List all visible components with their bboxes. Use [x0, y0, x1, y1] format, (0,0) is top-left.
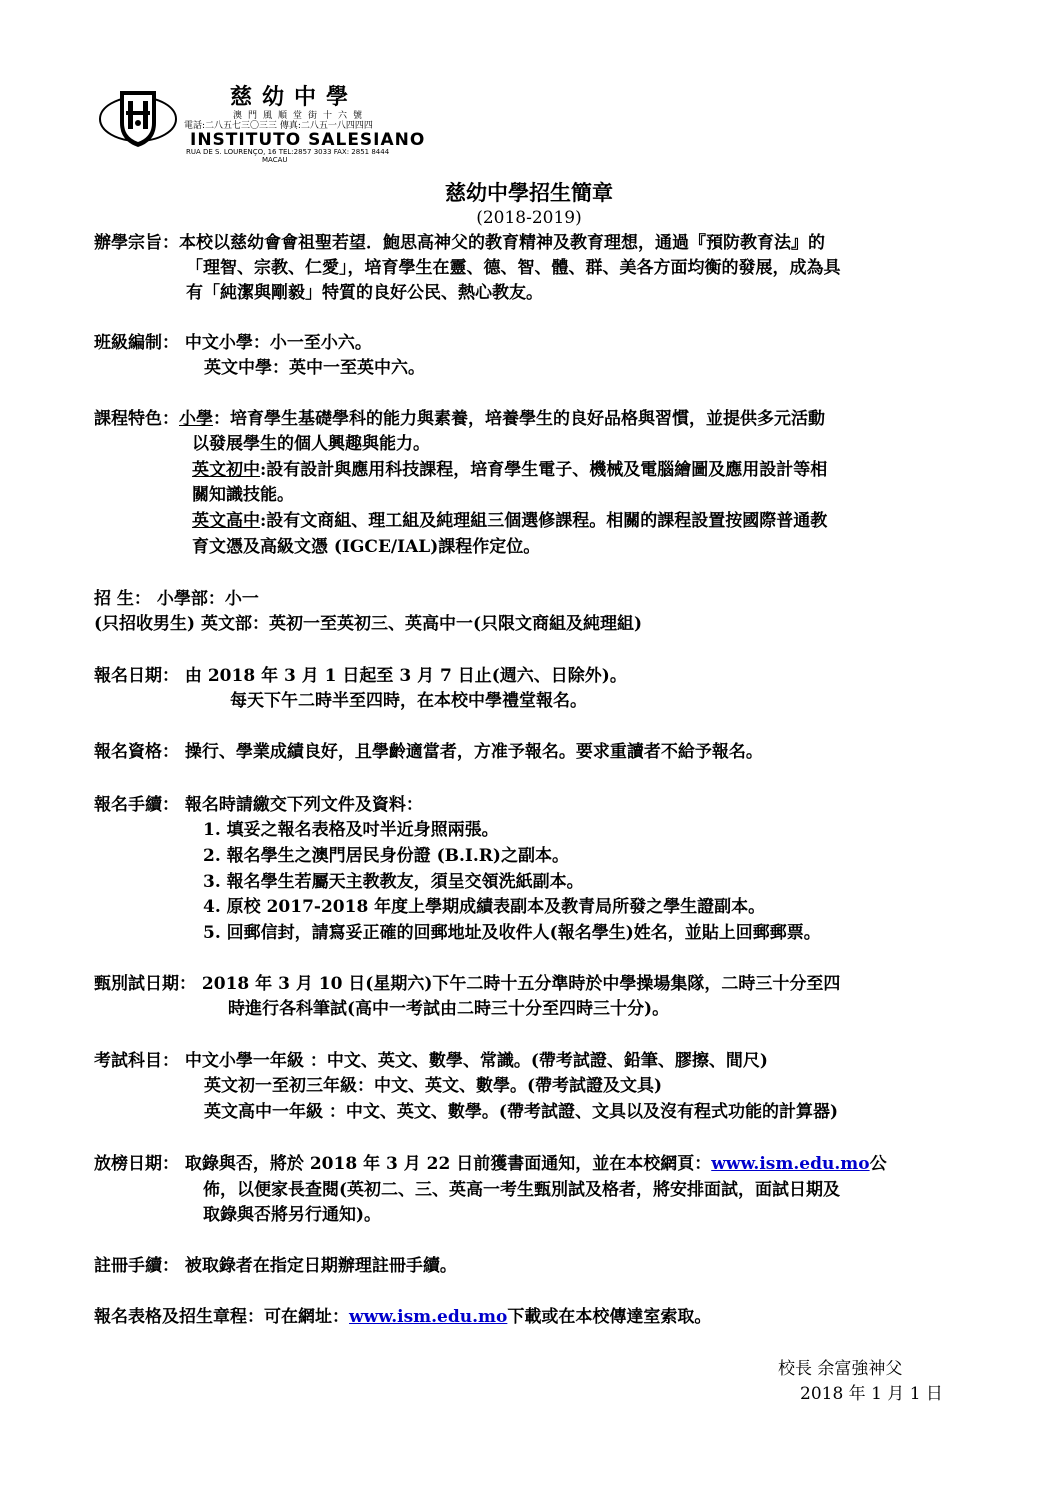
- curriculum-senior-label: 英文高中: [192, 511, 260, 531]
- curriculum-junior-text: :設有設計與應用科技課程，培育學生電子、機械及電腦繪圖及應用設計等相: [260, 460, 828, 480]
- school-name-cn: 慈幼中學: [230, 84, 359, 110]
- document-year: (2018-2019): [476, 208, 582, 228]
- admission-line-2: (只招收男生) 英文部：英初一至英初三、英高中一(只限文商組及純理組): [94, 614, 643, 634]
- classes-line-2: 英文中學：英中一至英中六。: [204, 358, 425, 378]
- results-text: 放榜日期： 取錄與否，將於 2018 年 3 月 22 日前獲書面通知，並在本校網頁：: [94, 1154, 712, 1174]
- mission-line-2: 「理智、宗教、仁愛」，培育學生在靈、德、智、體、群、美各方面均衡的發展，成為具: [186, 258, 841, 278]
- curriculum-senior-line-1: [192, 510, 827, 532]
- school-address-pt: RUA DE S. LOURENÇO, 16 TEL:2857 3033 FAX: 2851 8444: [186, 148, 390, 156]
- school-address-cn: 澳門風順堂街十六號: [233, 111, 369, 121]
- curriculum-junior-label: 英文初中: [192, 460, 260, 480]
- forms-text-end: 下載或在本校傳達室索取。: [507, 1307, 712, 1327]
- results-line-2: 佈，以便家長查閱(英初二、三、英高一考生甄別試及格者，將安排面試，面試日期及: [203, 1180, 841, 1200]
- principal-signature: 校長 余富強神父: [778, 1359, 903, 1379]
- eligibility-line: 報名資格： 操行、學業成績良好，且學齡適當者，方准予報名。要求重讀者不給予報名。: [94, 742, 763, 762]
- procedure-item-3: 3. 報名學生若屬天主教教友，須呈交領洗紙副本。: [203, 872, 584, 892]
- classes-line-1: 班級編制： 中文小學：小一至小六。: [94, 333, 372, 353]
- procedure-item-2: 2. 報名學生之澳門居民身份證 (B.I.R)之副本。: [203, 846, 569, 866]
- signature-date: 2018 年 1 月 1 日: [800, 1384, 943, 1404]
- procedure-item-5: 5. 回郵信封，請寫妥正確的回郵地址及收件人(報名學生)姓名，並貼上回郵郵票。: [203, 923, 821, 943]
- school-name-pt: INSTITUTO SALESIANO: [190, 130, 426, 150]
- forms-text: 報名表格及招生章程：可在網址：: [94, 1307, 349, 1327]
- results-text-end: 公: [869, 1154, 887, 1174]
- admission-line-1: 招 生： 小學部：小一: [94, 589, 259, 609]
- school-crest-icon: [98, 83, 178, 149]
- mission-line-1: 辦學宗旨：本校以慈幼會會祖聖若望．鮑思高神父的教育精神及教育理想，通過『預防教育法』的: [94, 233, 825, 253]
- results-line-1: [94, 1153, 887, 1175]
- exam-date-line-1: 甄別試日期： 2018 年 3 月 10 日(星期六)下午二時十五分準時於中學操場集隊，二時三十分至四: [94, 974, 841, 994]
- school-city-pt: MACAU: [262, 156, 288, 164]
- enrolment-line: 註冊手續： 被取錄者在指定日期辦理註冊手續。: [94, 1256, 457, 1276]
- curriculum-senior-line-2: 育文憑及高級文憑 (IGCE/IAL)課程作定位。: [192, 537, 541, 557]
- curriculum-junior-line-2: 關知識技能。: [192, 485, 294, 505]
- results-line-3: 取錄與否將另行通知)。: [203, 1205, 382, 1225]
- procedure-item-1: 1. 填妥之報名表格及吋半近身照兩張。: [203, 820, 499, 840]
- registration-date-line-2: 每天下午二時半至四時，在本校中學禮堂報名。: [230, 691, 587, 711]
- curriculum-primary-text: ：培育學生基礎學科的能力與素養，培養學生的良好品格與習慣，並提供多元活動: [213, 409, 825, 429]
- forms-line: [94, 1306, 711, 1328]
- school-website-link[interactable]: www.ism.edu.mo: [711, 1154, 870, 1174]
- mission-line-3: 有「純潔與剛毅」特質的良好公民、熱心教友。: [186, 283, 543, 303]
- curriculum-primary-line-2: 以發展學生的個人興趣與能力。: [192, 434, 430, 454]
- document-title: 慈幼中學招生簡章: [445, 180, 613, 205]
- subjects-line-1: 考試科目： 中文小學一年級 ：中文、英文、數學、常識。(帶考試證、鉛筆、膠擦、間尺): [94, 1051, 768, 1071]
- curriculum-junior-line-1: [192, 459, 827, 481]
- curriculum-label: 課程特色：: [94, 409, 179, 429]
- exam-date-line-2: 時進行各科筆試(高中一考試由二時三十分至四時三十分)。: [228, 999, 670, 1019]
- curriculum-primary-line-1: [94, 408, 825, 430]
- procedure-item-4: 4. 原校 2017-2018 年度上學期成績表副本及教青局所發之學生證副本。: [203, 897, 766, 917]
- procedure-intro: 報名手續： 報名時請繳交下列文件及資料：: [94, 795, 423, 815]
- curriculum-senior-text: :設有文商組、理工組及純理組三個選修課程。相關的課程設置按國際普通教: [260, 511, 828, 531]
- subjects-line-3: 英文高中一年級 ：中文、英文、數學。(帶考試證、文具以及沒有程式功能的計算器): [204, 1102, 839, 1122]
- curriculum-primary-label: 小學: [179, 409, 213, 429]
- school-phone-cn: 電話:二八五七三〇三三 傳真:二八五一八四四四: [184, 121, 373, 131]
- forms-website-link[interactable]: www.ism.edu.mo: [349, 1307, 508, 1327]
- registration-date-line-1: 報名日期： 由 2018 年 3 月 1 日起至 3 月 7 日止(週六、日除外)。: [94, 666, 627, 686]
- subjects-line-2: 英文初一至初三年級：中文、英文、數學。(帶考試證及文具): [204, 1076, 663, 1096]
